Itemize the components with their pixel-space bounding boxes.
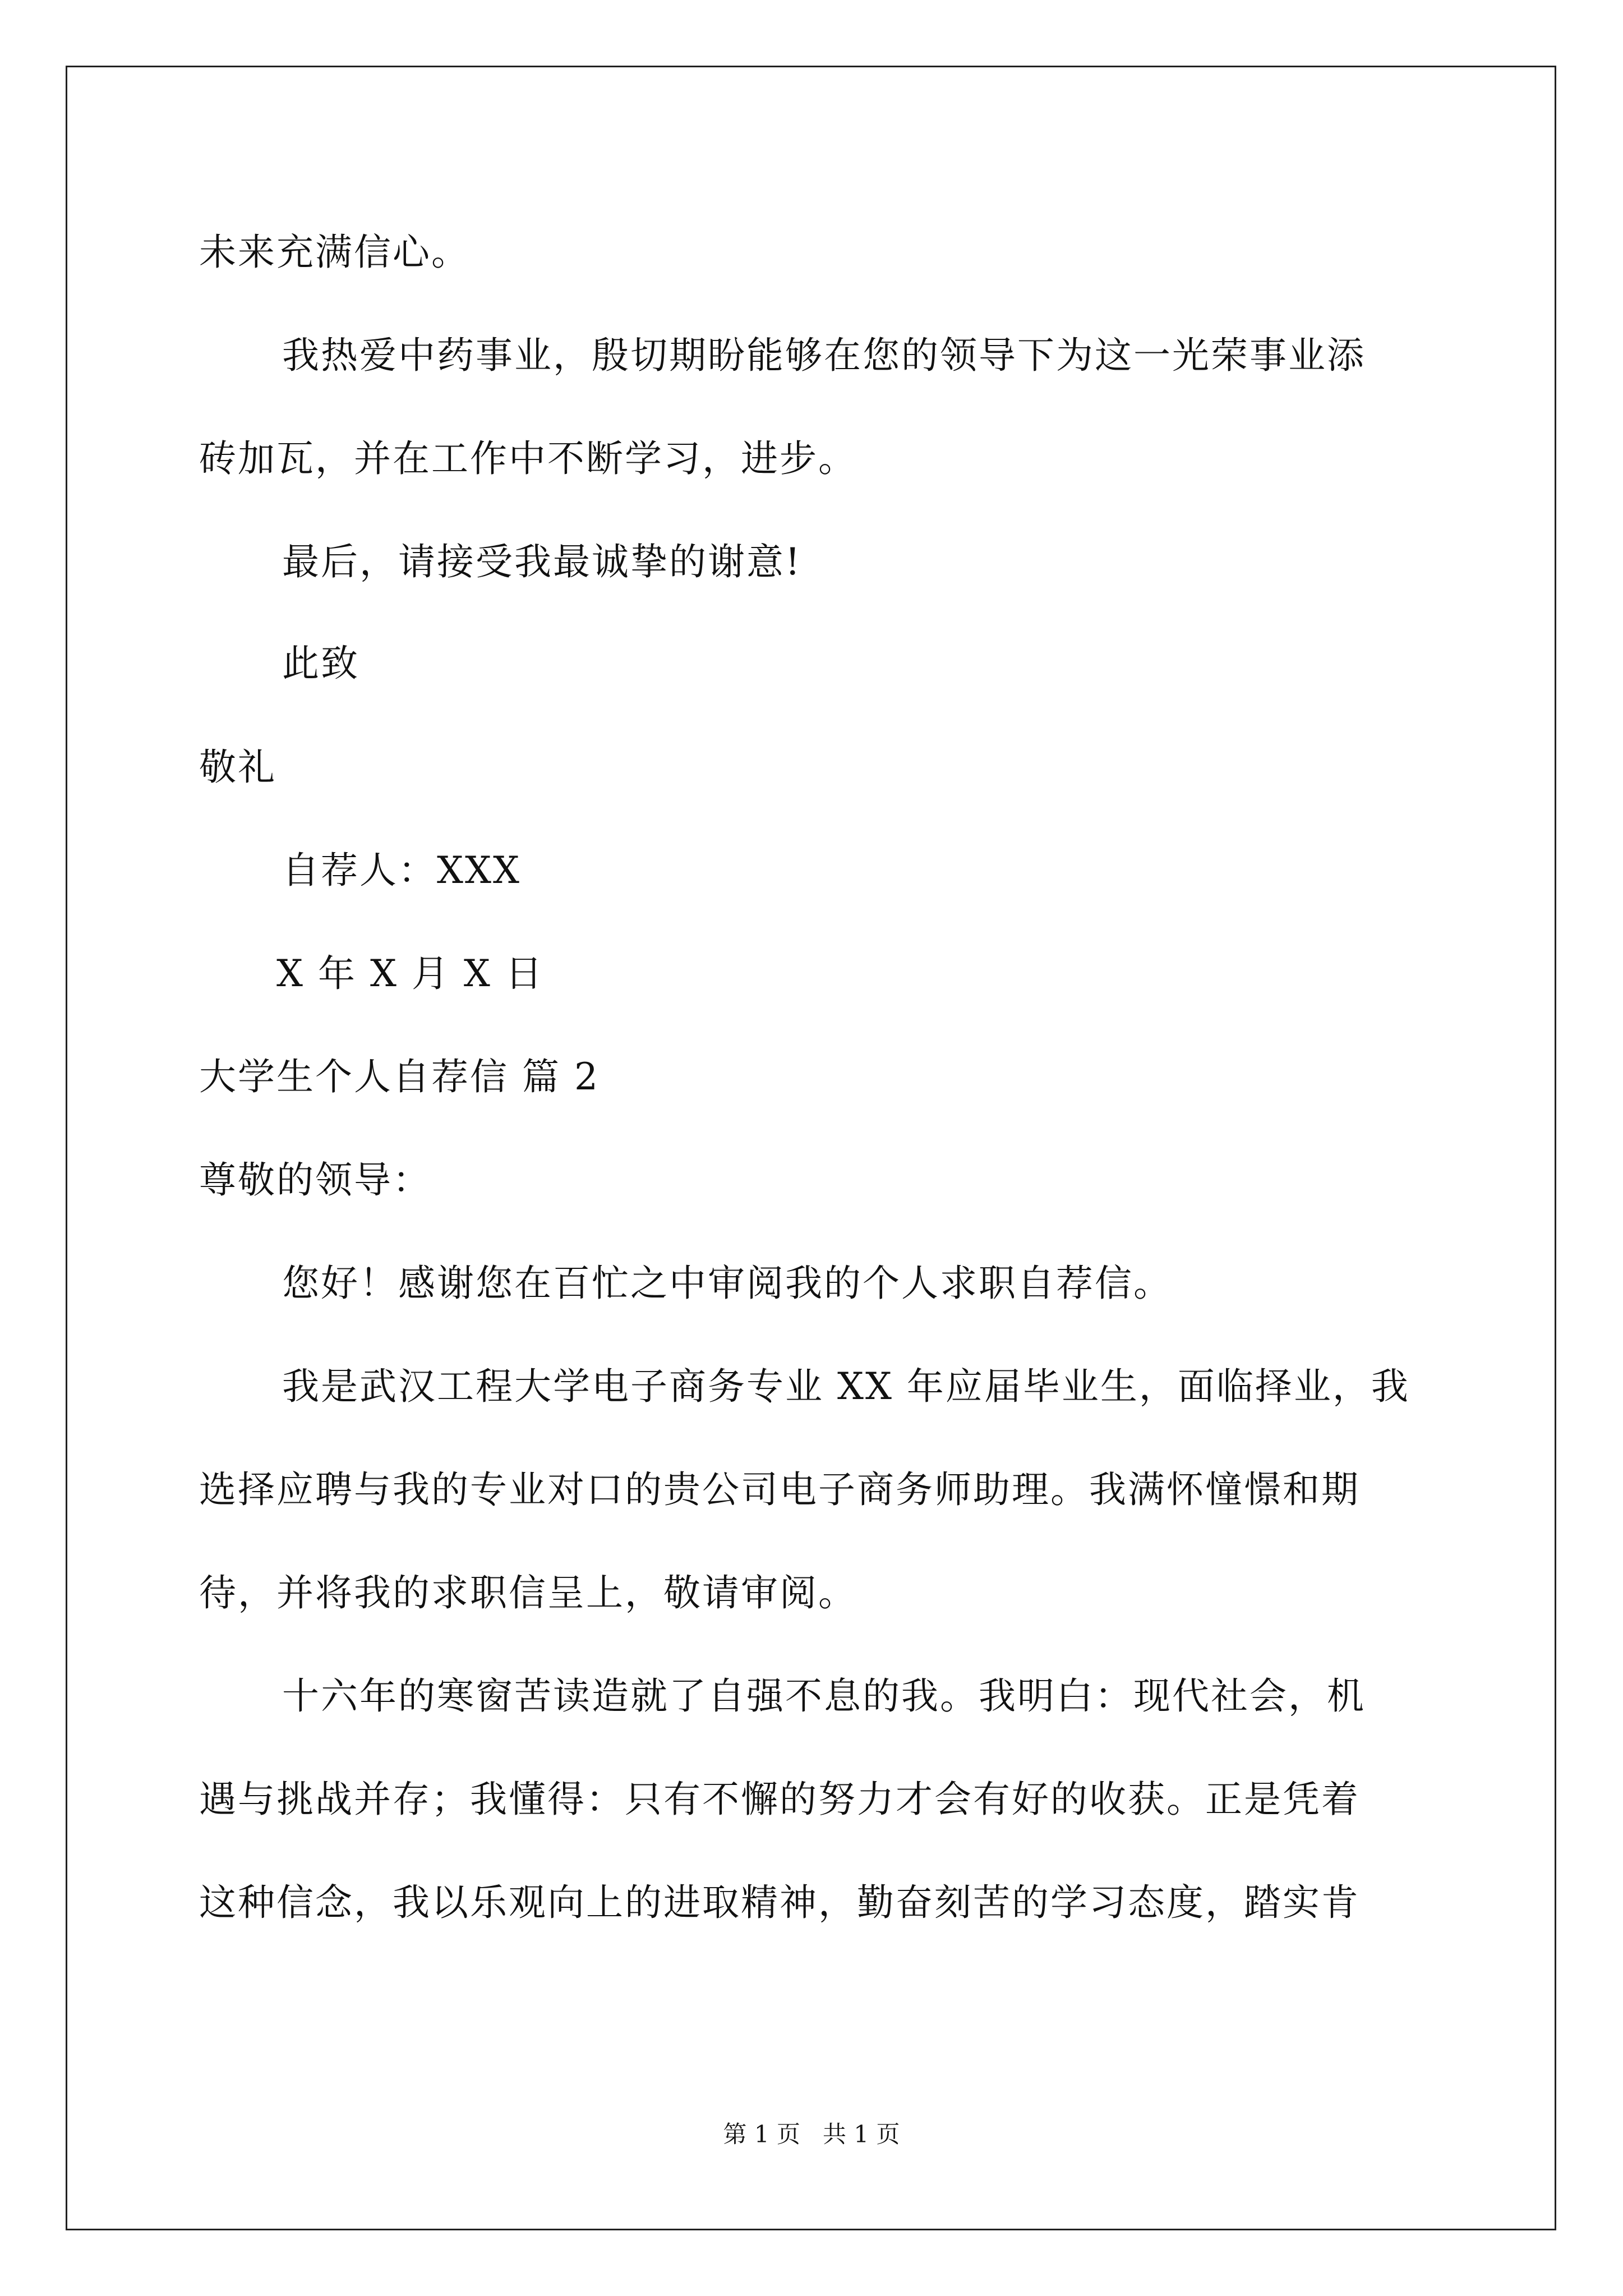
body-line: 砖加瓦，并在工作中不断学习，进步。 (199, 437, 857, 480)
body-line: 这种信念，我以乐观向上的进取精神，勤奋刻苦的学习态度，踏实肯 (199, 1881, 1360, 1924)
signature-line: 自荐人：XXX (282, 849, 521, 892)
body-line: 您好！感谢您在百忙之中审阅我的个人求职自荐信。 (282, 1262, 1172, 1305)
body-line: 最后，请接受我最诚挚的谢意! (282, 540, 802, 583)
salutation-line: 此致 (282, 642, 359, 685)
salutation-line: 敬礼 (199, 746, 276, 789)
body-line: 我是武汉工程大学电子商务专业 XX 年应届毕业生，面临择业，我 (282, 1365, 1410, 1408)
body-line: 待，并将我的求职信呈上，敬请审阅。 (199, 1571, 857, 1614)
body-line: 遇与挑战并存；我懂得：只有不懈的努力才会有好的收获。正是凭着 (199, 1778, 1360, 1821)
body-line: 我热爱中药事业，殷切期盼能够在您的领导下为这一光荣事业添 (282, 334, 1366, 377)
page-footer: 第 1 页 共 1 页 (723, 2120, 900, 2148)
body-line: 十六年的寒窗苦读造就了自强不息的我。我明白：现代社会，机 (282, 1674, 1366, 1718)
section-heading: 大学生个人自荐信 篇 2 (199, 1055, 600, 1098)
date-line: X 年 X 月 X 日 (276, 952, 544, 995)
body-line: 选择应聘与我的专业对口的贵公司电子商务师助理。我满怀憧憬和期 (199, 1468, 1360, 1511)
greeting-line: 尊敬的领导： (199, 1158, 431, 1202)
body-line: 未来充满信心。 (199, 231, 470, 274)
